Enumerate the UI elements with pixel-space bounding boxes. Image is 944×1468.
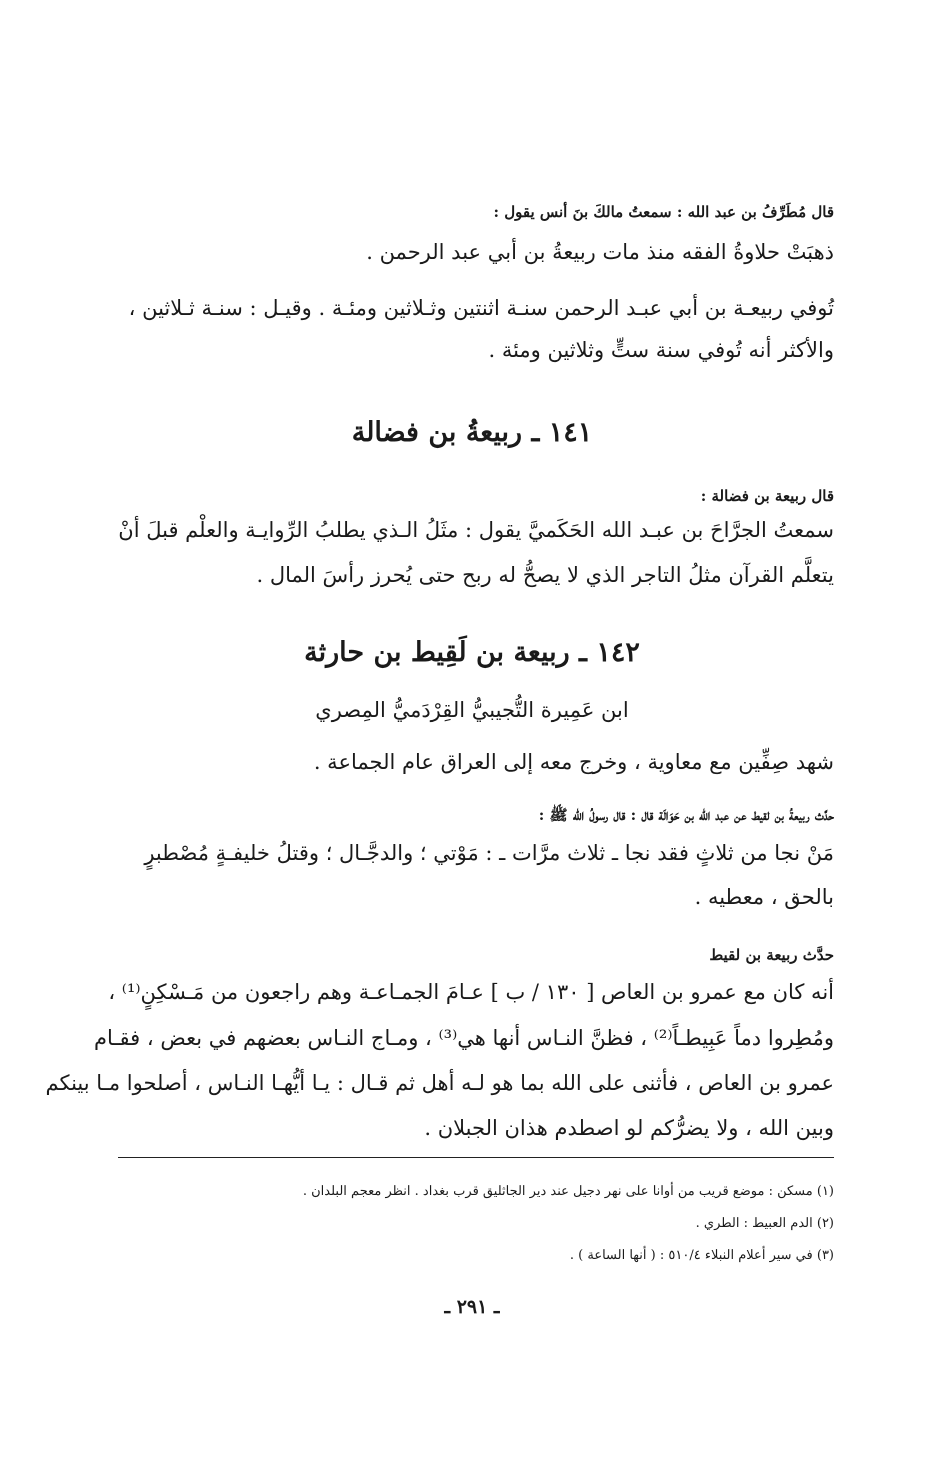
text-line: يتعلَّم القرآن مثلُ التاجر الذي لا يصحُّ له ربح حتى يُحرز رأسَ المال . — [256, 563, 834, 587]
death-date-line: والأكثر أنه تُوفي سنة ستٍّ وثلاثين ومئة . — [488, 338, 834, 362]
text-line: سمعتُ الجرَّاحَ بن عبـد الله الحَكَميَّ يقول : مثَلُ الـذي يطلبُ الرِّوايـة والعلْم قبلَ أنْ — [118, 518, 834, 542]
hadith-line: بالحق ، معطيه . — [694, 885, 834, 909]
quote-line: ذهبَتْ حلاوةُ الفقه منذ مات ربيعةُ بن أبي عبد الرحمن . — [366, 240, 834, 264]
footnote: (١) مسكن : موضع قريب من أوانا على نهر دجيل عند دير الجاثليق قرب بغداد . انظر معجم البلدان . — [302, 1184, 834, 1199]
narration-line: قال ربيعة بن فضالة : — [700, 487, 834, 505]
death-date-line: تُوفي ربيعـة بن أبي عبـد الرحمن سنـة اثنتين وثـلاثين ومئـة . وقيـل : سنـة ثـلاثين ، — [128, 296, 834, 320]
footnote: (٢) الدم العبيط : الطري . — [695, 1216, 834, 1231]
hadith-chain: حدَّث ربيعةُ بن لقيط عن عبد الله بن حَوَالَة قال : قال رسولُ الله ﷺ : — [538, 806, 834, 824]
narration-line: قال مُطَرِّفُ بن عبد الله : سمعتُ مالكَ بنَ أنس يقول : — [493, 203, 834, 221]
entry-heading: ١٤١ ـ ربيعةُ بن فضالة — [351, 417, 593, 448]
hadith-line: أنه كان مع عمرو بن العاص [ ١٣٠ / ب ] عـامَ الجمـاعـة وهم راجعون من مَـسْكِنٍ⁽¹⁾ ، — [108, 980, 834, 1004]
hadith-line: وبين الله ، ولا يضرُّكم لو اصطدم هذان الجبلان . — [424, 1116, 834, 1140]
bio-line: شهد صِفِّين مع معاوية ، وخرج معه إلى العراق عام الجماعة . — [313, 750, 834, 774]
hadith-chain: حدَّث ربيعة بن لقيط — [709, 946, 834, 964]
footnote-divider — [118, 1157, 834, 1158]
entry-subtitle: ابن عَمِيرة التُّجيبيُّ القِرْدَميُّ المِصري — [315, 698, 629, 722]
hadith-line: ومُطِروا دماً عَبِيطـاً⁽²⁾ ، فظنَّ النـاس أنها هي⁽³⁾ ، ومـاج النـاس بعضهم في بعض ، فقـام — [94, 1026, 834, 1050]
footnote: (٣) في سير أعلام النبلاء ٥١٠/٤ : ( أنها الساعة ) . — [569, 1248, 834, 1263]
hadith-line: عمرو بن العاص ، فأثنى على الله بما هو لـه أهل ثم قـال : يـا أيُّهـا النـاس ، أصلحوا مـا بينكم — [45, 1071, 834, 1095]
page-number: ـ ٢٩١ ـ — [444, 1296, 500, 1318]
entry-heading: ١٤٢ ـ ربيعة بن لَقِيط بن حارثة — [304, 637, 640, 668]
hadith-line: مَنْ نجا من ثلاثٍ فقد نجا ـ ثلاث مرَّات ـ : مَوْتي ؛ والدجَّـال ؛ وقتلُ خليفـةٍ مُصْطبرٍ — [144, 841, 834, 865]
